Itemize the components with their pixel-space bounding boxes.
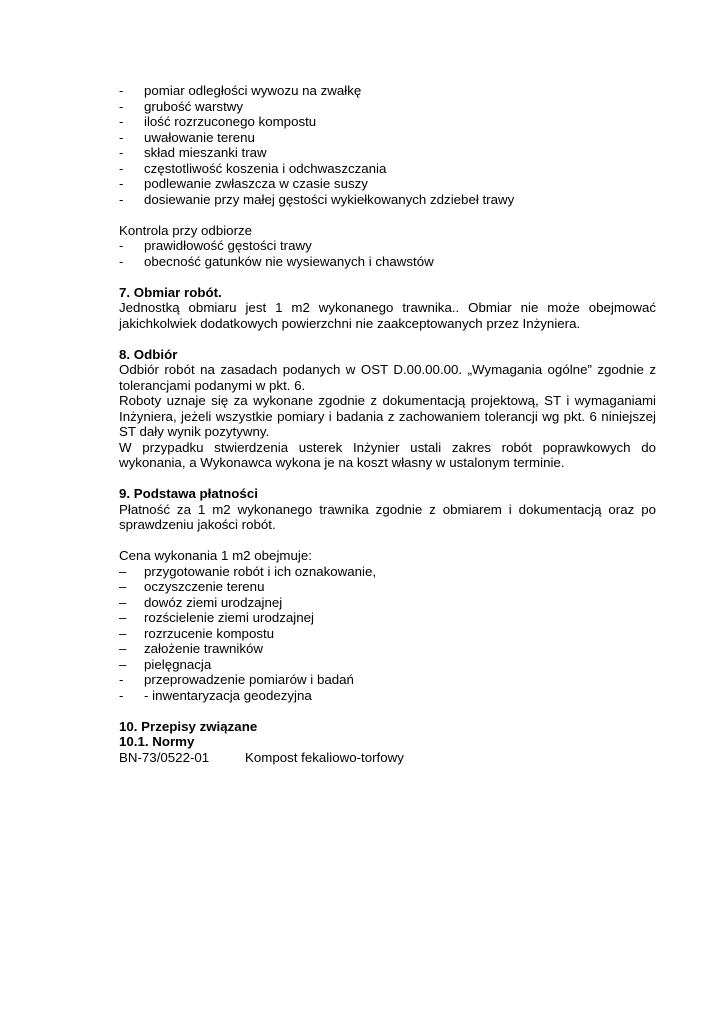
list-item-text: ilość rozrzuconego kompostu	[144, 114, 317, 129]
section-heading: 9. Podstawa płatności	[119, 486, 258, 501]
section-heading: 10. Przepisy związane	[119, 718, 258, 734]
control-list	[119, 83, 656, 207]
list-marker: -	[119, 145, 124, 160]
list-item-text: przygotowanie robót i ich oznakowanie,	[144, 563, 377, 579]
list-marker: –	[119, 641, 127, 656]
list-item-text: dosiewanie przy małej gęstości wykiełkowanych zdziebeł trawy	[144, 191, 515, 207]
list-item	[119, 130, 656, 146]
list-item-text: pomiar odległości wywozu na zwałkę	[144, 83, 362, 98]
list-item	[119, 672, 656, 688]
list-item-text: obecność gatunków nie wysiewanych i chawstów	[144, 253, 434, 269]
section-7	[119, 285, 656, 332]
list-item	[119, 114, 656, 130]
norm-row	[119, 750, 656, 766]
list-marker: -	[119, 129, 124, 145]
norm-code: BN-73/0522-01	[119, 749, 210, 765]
paragraph-line: Inżyniera, jeżeli wszystkie pomiary i badania z zachowaniem tolerancji wg pkt. 6 niniejszej	[119, 408, 656, 424]
paragraph-line: Płatność za 1 m2 wykonanego trawnika zgodnie z obmiarem i dokumentacją oraz po	[119, 501, 656, 517]
section-heading: 8. Odbiór	[119, 346, 178, 362]
list-marker: –	[119, 563, 127, 579]
list-marker: –	[119, 656, 127, 672]
list-marker: –	[119, 579, 127, 594]
acceptance-control	[119, 223, 656, 270]
list-item	[119, 579, 656, 595]
paragraph-line: jakichkolwiek dodatkowych powierzchni nie zaakceptowanych przez Inżyniera.	[119, 315, 581, 331]
list-item	[119, 176, 656, 192]
list-item-text: dowóz ziemi urodzajnej	[144, 594, 283, 610]
paragraph-line: Roboty uznaje się za wykonane zgodnie z dokumentacją projektową, ST i wymaganiami	[119, 393, 656, 408]
section-9	[119, 486, 656, 703]
list-marker: –	[119, 625, 127, 641]
list-item	[119, 641, 656, 657]
list-item	[119, 192, 656, 208]
section-8	[119, 347, 656, 471]
list-item-text: założenie trawników	[144, 641, 263, 656]
list-item	[119, 595, 656, 611]
list-marker: -	[119, 114, 124, 129]
paragraph-line: tolerancjami podanymi w pkt. 6.	[119, 377, 306, 393]
list-item	[119, 657, 656, 673]
list-marker: -	[119, 672, 124, 687]
list-marker: -	[119, 253, 124, 269]
list-marker: -	[119, 176, 124, 191]
list-item	[119, 83, 656, 99]
acceptance-control-title: Kontrola przy odbiorze	[119, 222, 253, 238]
list-marker: -	[119, 687, 124, 703]
paragraph-line: ST dały wynik pozytywny.	[119, 424, 270, 439]
list-marker: -	[119, 83, 124, 98]
price-includes-title: Cena wykonania 1 m2 obejmuje:	[119, 548, 312, 563]
norm-title: Kompost fekaliowo-torfowy	[245, 749, 404, 765]
list-item-text: rozścielenie ziemi urodzajnej	[144, 610, 314, 625]
paragraph-line: W przypadku stwierdzenia usterek Inżynier ustali zakres robót poprawkowych do	[119, 439, 656, 455]
list-item	[119, 238, 656, 254]
paragraph-line: Odbiór robót na zasadach podanych w OST D.00.00.00. „Wymagania ogólne” zgodnie z	[119, 362, 656, 377]
list-item-text: pielęgnacja	[144, 656, 212, 672]
list-item	[119, 688, 656, 704]
list-item	[119, 161, 656, 177]
list-item-text: rozrzucenie kompostu	[144, 625, 275, 641]
list-item-text: prawidłowość gęstości trawy	[144, 238, 312, 253]
section-heading: 7. Obmiar robót.	[119, 284, 222, 300]
paragraph-line: Jednostką obmiaru jest 1 m2 wykonanego trawnika.. Obmiar nie może obejmować	[119, 300, 656, 315]
list-item-text: - inwentaryzacja geodezyjna	[144, 687, 312, 703]
list-item-text: skład mieszanki traw	[144, 145, 267, 160]
list-marker: -	[119, 238, 124, 253]
list-item-text: grubość warstwy	[144, 98, 244, 114]
list-item-text: uwałowanie terenu	[144, 129, 255, 145]
list-item-text: podlewanie zwłaszcza w czasie suszy	[144, 176, 368, 191]
list-marker: -	[119, 191, 124, 207]
list-item-text: częstotliwość koszenia i odchwaszczania	[144, 160, 387, 176]
list-item	[119, 626, 656, 642]
list-item	[119, 564, 656, 580]
list-item	[119, 145, 656, 161]
list-marker: -	[119, 98, 124, 114]
list-item	[119, 610, 656, 626]
document-page	[119, 83, 656, 765]
list-item	[119, 254, 656, 270]
list-item	[119, 99, 656, 115]
list-item-text: przeprowadzenie pomiarów i badań	[144, 672, 354, 687]
list-marker: –	[119, 594, 127, 610]
list-marker: –	[119, 610, 127, 625]
paragraph-line: sprawdzeniu jakości robót.	[119, 517, 276, 532]
list-marker: -	[119, 160, 124, 176]
list-item-text: oczyszczenie terenu	[144, 579, 265, 594]
paragraph-line: wykonania, a Wykonawca wykona je na koszt własny w ustalonym terminie.	[119, 455, 565, 470]
subsection-heading: 10.1. Normy	[119, 734, 195, 749]
section-10	[119, 719, 656, 766]
